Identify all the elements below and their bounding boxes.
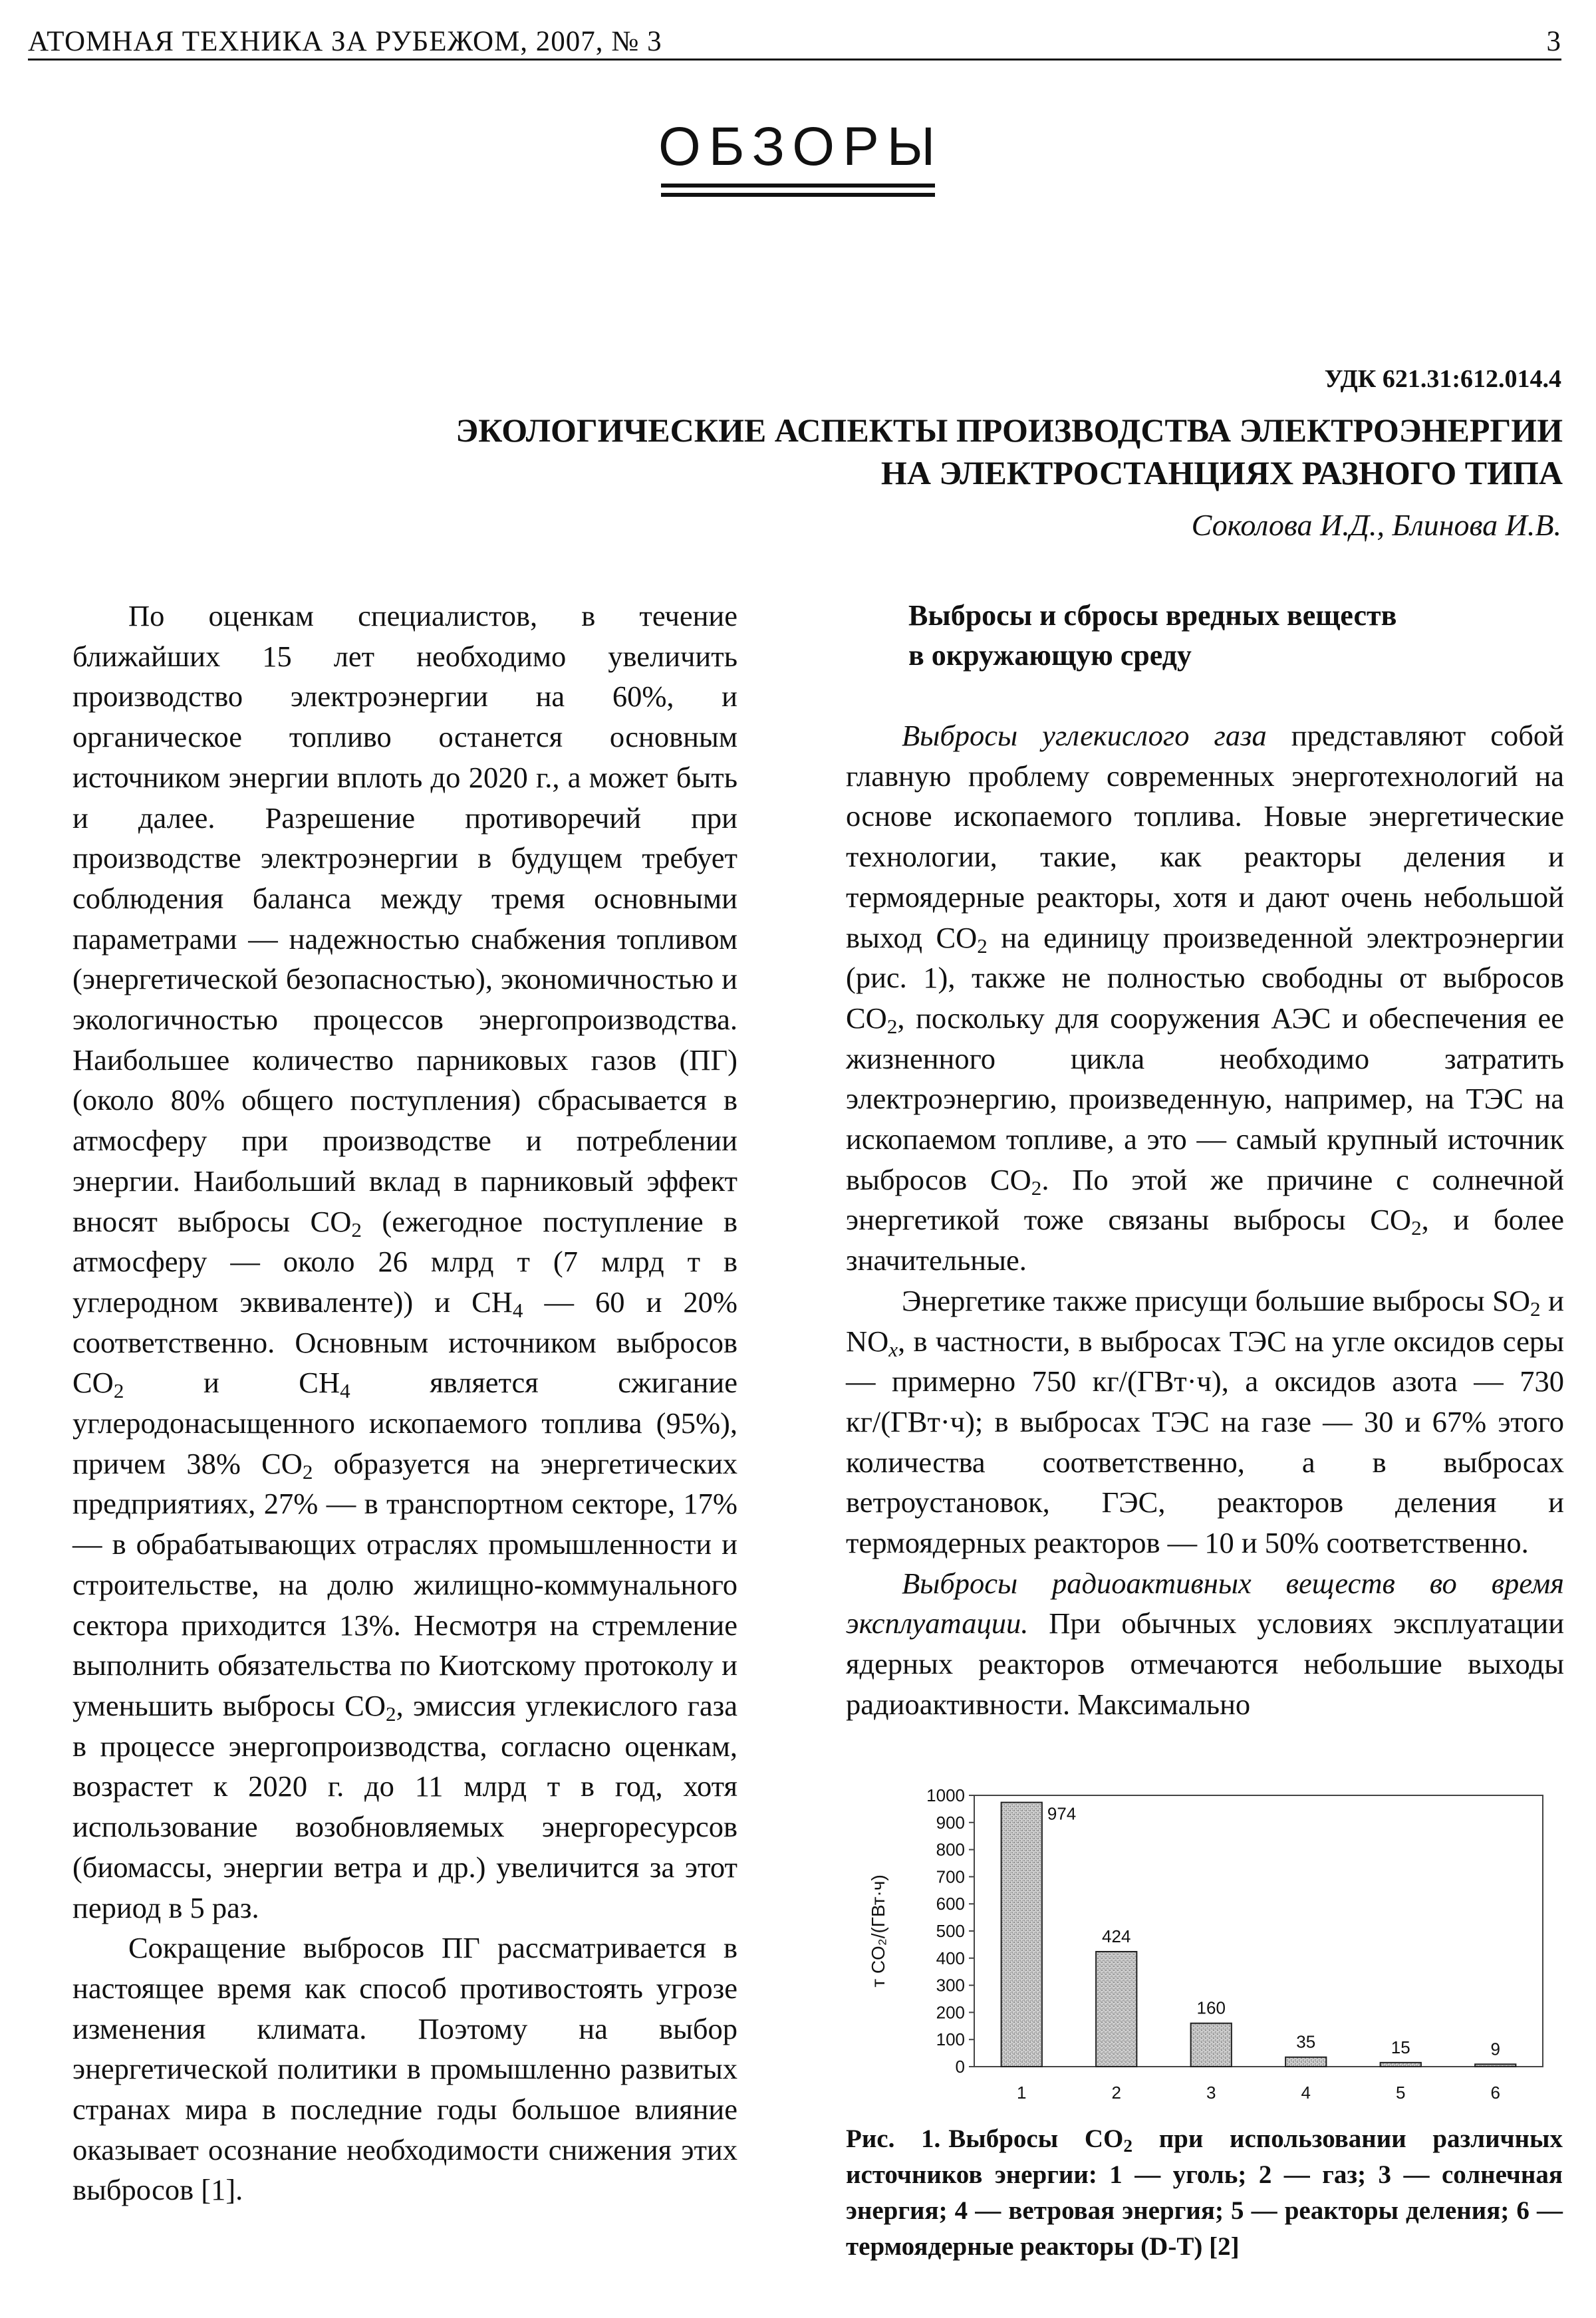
figure-label: Рис. 1. (846, 2125, 941, 2153)
bar-4 (1285, 2057, 1326, 2067)
section-title-underline (661, 184, 935, 188)
figure-1-caption: Рис. 1. Выбросы $CO_2$ при использовании различных источников энергии: 1 — уголь; 2 — газ; 3 — солнечная энергия; 4 — ветровая энергия; 5 — реакторы деления; 6 — термоядерные реакторы (D-T) [2] (846, 2125, 1563, 2261)
chem-co2: $CO_2$ (261, 1446, 313, 1483)
y-tick-label: 400 (936, 1948, 965, 1968)
right-paragraph-2: Энергетике также присущи большие выбросы $SO_2$ и $NO_x$, в частности, в выбросах ТЭС на угле оксидов серы — примерно 750 кг/(ГВт·ч), а оксидов азота — 730 кг/(ГВт·ч); в выбросах ТЭС на газе — 30 и 67% этого количества соответственно, а в выбросах ветроустановок, ГЭС, реакторов деления и термоядерных реакторов — 10 и 50% соответственно. (846, 1283, 1564, 1560)
right-column (846, 596, 1564, 1725)
chem-co2: $CO_2$ (1370, 1203, 1422, 1240)
right-paragraph-3: Выбросы радиоактивных веществ во время эксплуатации. При обычных условиях эксплуатации ядерных реакторов отмечаются небольшие выходы радиоактивности. Максимально (846, 1566, 1565, 1721)
data-label-6: 9 (1490, 2039, 1500, 2059)
chem-co2: $CO_2$ (310, 1204, 362, 1241)
bar-5 (1381, 2063, 1421, 2067)
chem-so2: $SO_2$ (1492, 1283, 1541, 1321)
y-tick-label: 900 (936, 1812, 965, 1833)
y-tick-label: 100 (936, 2029, 965, 2050)
y-axis-title: т CO₂/(ГВт·ч) (868, 1874, 888, 1988)
x-tick-label-5: 5 (1396, 2083, 1406, 2103)
chem-co2: $CO_2$ (1084, 2125, 1133, 2156)
y-tick-label: 0 (955, 2057, 965, 2077)
bar-chart (838, 1782, 1563, 2115)
left-paragraph-2: Сокращение выбросов ПГ рассматривается в настоящее время как способ противостоять угрозе изменения климата. Поэтому на выбор энергетической политики в промышленно развитых странах мира в последние годы большое влияние оказывает осознание необходимости снижения этих выбросов [1]. (72, 1931, 737, 2207)
chem-co2: $CO_2$ (936, 920, 988, 958)
x-tick-label-4: 4 (1301, 2083, 1311, 2103)
y-tick-label: 700 (936, 1867, 965, 1887)
bar-1 (1001, 1803, 1042, 2067)
figure-1-chart (838, 1782, 1563, 2115)
y-tick-label: 500 (936, 1921, 965, 1941)
article-title-line-2: НА ЭЛЕКТРОСТАНЦИЯХ РАЗНОГО ТИПА (880, 454, 1563, 491)
data-label-2: 424 (1102, 1926, 1131, 1947)
chem-ch4: $CH_4$ (471, 1285, 523, 1322)
chem-nox: $NO_x$ (846, 1324, 898, 1361)
data-label-1: 974 (1047, 1803, 1077, 1824)
section-title (658, 117, 943, 177)
x-tick-label-2: 2 (1111, 2083, 1121, 2103)
journal-title: АТОМНАЯ ТЕХНИКА ЗА РУБЕЖОМ, 2007, № 3 (28, 26, 662, 57)
chem-co2: $CO_2$ (72, 1366, 124, 1403)
left-paragraph-1: По оценкам специалистов, в течение ближайших 15 лет необходимо увеличить производство электроэнергии на 60%, и органическое топливо останется основным источником энергии вплоть до 2020 г., а может быть и далее. Разрешение противоречий при производстве электроэнергии в будущем требует соблюдения баланса между тремя основными параметрами — надежностью снабжения топливом (энергетической безопасностью), экономичностью и экологичностью процессов энергопроизводства. Наибольшее количество парниковых газов (ПГ) (около 80% общего поступления) сбрасывается в атмосферу при производстве и потреблении энергии. Наибольший вклад в парниковый эффект вносят выбросы $CO_2$ (ежегодное поступление в атмосферу — около 26 млрд т (7 млрд т в углеродном эквиваленте)) и $CH_4$ — 60 и 20% соответственно. Основным источником выбросов $CO_2$ и $CH_4$ является сжигание углеродонасыщенного ископаемого топлива (95%), причем 38% $CO_2$ образуется на энергетических предприятиях, 27% — в транспортном секторе, 17% — в обрабатывающих отраслях промышленности и строительстве, на долю жилищно-коммунального сектора приходится 13%. Несмотря на стремление выполнить обязательства по Киотскому протоколу и уменьшить выбросы $CO_2$, эмиссия углекислого газа в процессе энергопроизводства, согласно оценкам, возрастет к 2020 г. до 11 млрд т в год, хотя использование возобновляемых энергоресурсов (биомассы, энергии ветра и др.) увеличится за этот период в 5 раз. (72, 599, 738, 1924)
bar-2 (1096, 1952, 1136, 2067)
y-tick-label: 1000 (926, 1785, 965, 1805)
x-tick-label-1: 1 (1017, 2083, 1027, 2103)
plot-area-frame (974, 1795, 1543, 2067)
data-label-3: 160 (1196, 1997, 1226, 2018)
article-authors: Соколова И.Д., Блинова И.В. (1191, 508, 1561, 542)
chem-co2: $CO_2$ (344, 1688, 396, 1726)
running-head (28, 12, 1561, 61)
left-column (72, 596, 737, 2210)
y-tick-label: 800 (936, 1839, 965, 1860)
udk-code: УДК 621.31:612.014.4 (1324, 365, 1561, 393)
section-title-text: ОБЗОРЫ (658, 116, 944, 177)
bar-6 (1475, 2064, 1516, 2067)
y-tick-label: 300 (936, 1975, 965, 1996)
section-title-underline-2 (661, 193, 935, 197)
section-subheading: Выбросы и сбросы вредных веществ в окружающую среду (908, 599, 1397, 672)
y-tick-label: 600 (936, 1894, 965, 1914)
bar-3 (1191, 2023, 1232, 2067)
article-title (299, 409, 1563, 494)
chem-co2: $CO_2$ (990, 1162, 1042, 1200)
page-number: 3 (1546, 26, 1561, 57)
right-paragraph-1: Выбросы углекислого газа представляют собой главную проблему современных энерготехнологий на основе ископаемого топлива. Новые энергетические технологии, такие, как реакторы деления и термоядерные реакторы, хотя и дают очень небольшой выход $CO_2$ на единицу произведенной электроэнергии (рис. 1), также не полностью свободны от выбросов $CO_2$, поскольку для сооружения АЭС и обеспечения ее жизненного цикла необходимо затратить электроэнергию, произведенную, например, на ТЭС на ископаемом топливе, а это — самый крупный источник выбросов $CO_2$. По этой же причине с солнечной энергетикой тоже связаны выбросы $CO_2$, и более значительные. (846, 719, 1565, 1277)
data-label-5: 15 (1391, 2037, 1410, 2057)
y-tick-label: 200 (936, 2002, 965, 2023)
data-label-4: 35 (1296, 2031, 1316, 2052)
x-tick-label-3: 3 (1206, 2083, 1216, 2103)
chem-ch4: $CH_4$ (299, 1366, 350, 1403)
x-tick-label-6: 6 (1490, 2083, 1500, 2103)
article-title-line-1: ЭКОЛОГИЧЕСКИЕ АСПЕКТЫ ПРОИЗВОДСТВА ЭЛЕКТРОЭНЕРГИИ (456, 412, 1563, 449)
chem-co2: $CO_2$ (846, 1001, 898, 1038)
